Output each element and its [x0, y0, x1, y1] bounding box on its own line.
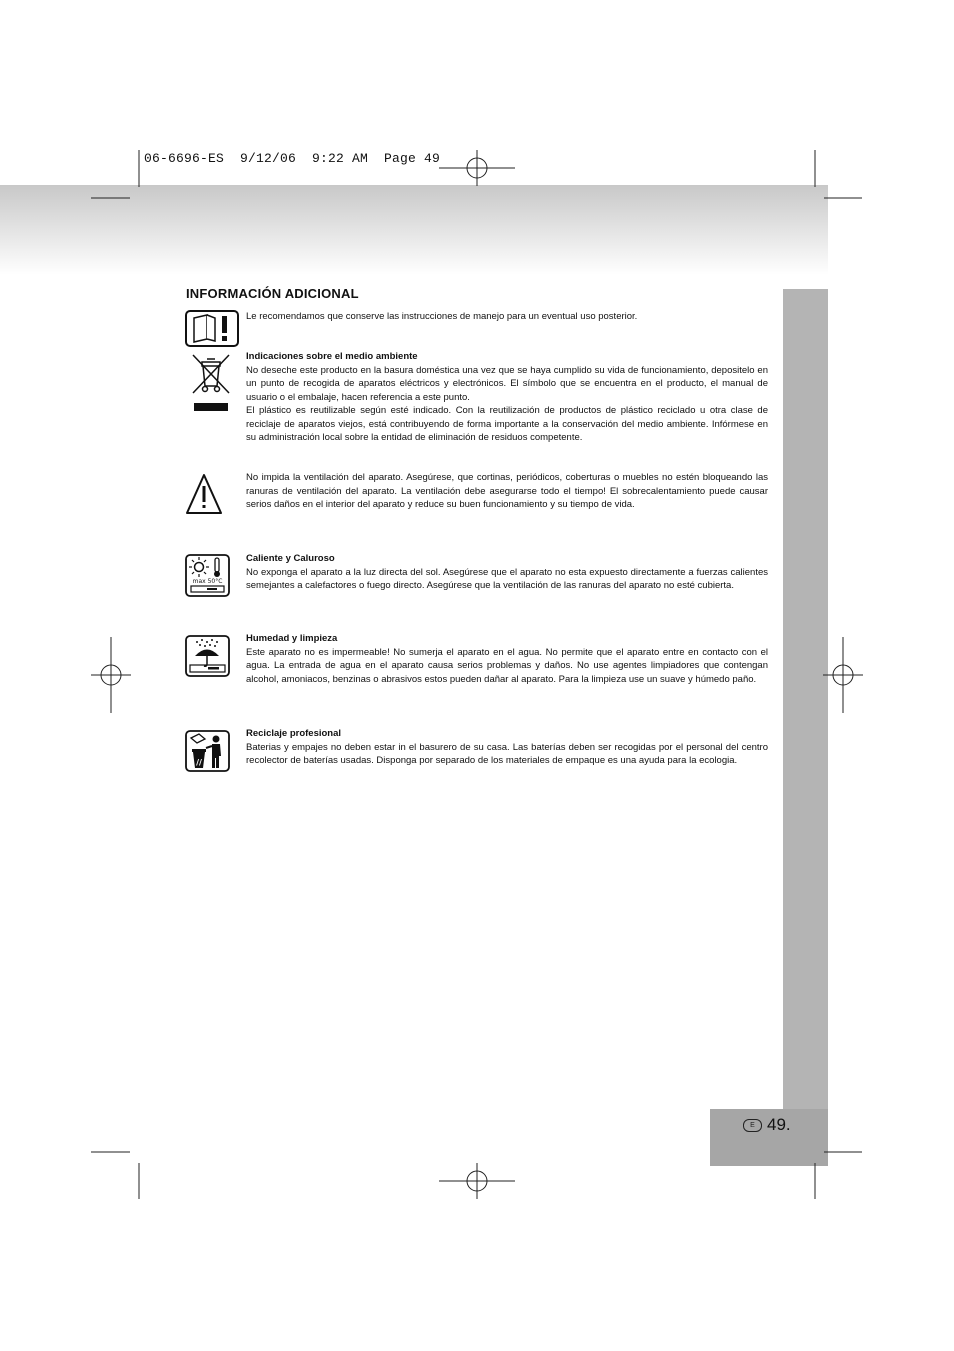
recycling-title: Reciclaje profesional: [246, 728, 342, 739]
section-title: INFORMACIÓN ADICIONAL: [186, 286, 359, 301]
recycling-section: [246, 727, 768, 768]
printer-slug: 06-6696-ES 9/12/06 9:22 AM Page 49: [144, 151, 441, 166]
humidity-section: [246, 632, 768, 686]
heat-title: Caliente y Caluroso: [246, 553, 335, 564]
warning-triangle-icon: [185, 473, 223, 515]
intro-text: Le recomendamos que conserve las instrucciones de manejo para un eventual uso posterior.: [246, 311, 638, 322]
page-number-text: 49.: [767, 1115, 791, 1134]
weee-bin-icon: [191, 353, 231, 413]
environment-title: Indicaciones sobre el medio ambiente: [246, 351, 418, 362]
heat-icon-label: max 50°C: [192, 578, 223, 585]
environment-paragraph-2: El plástico es reutilizable según esté indicado. Con la reutilización de productos de plástico reciclado u otra clase de reciclaje de aparatos viejos, está contribuyendo de forma importante a la conservación del medio ambiente. Infórmese en su administración local sobre la entidad de eliminación de residuos competente.: [246, 405, 768, 443]
ventilation-section: [246, 471, 768, 512]
humidity-text: Este aparato no es impermeable! No sumerja el aparato en el agua. No permite que el aparato entre en contacto con el agua. La entrada de agua en el aparato causa serios problemas y daños. No use agentes limpiadores que contengan alcohol, amoniacos, benzinas o abrasivos estos pueden dañar al aparato. Para la limpieza use un suave y húmedo paño.: [246, 646, 768, 685]
recycling-text: Baterias y empajes no deben estar in el basurero de su casa. Las baterías deben ser recogidas por el personal del centro recolector de baterías usadas. Disponga por separado de los materiales de empaque es una ayuda para la ecologia.: [246, 741, 768, 766]
intro-section: [246, 310, 768, 324]
recycling-icon: [185, 730, 230, 772]
environment-paragraph-1: No deseche este producto en la basura doméstica una vez que se haya cumplido su vida de funcionamiento, depositelo en un punto de recogida de aparatos eléctricos y electrónicos. El símbolo que se encuentra en el producto, el manual de usuario o el embalaje, hacen referencia a este punto.: [246, 364, 768, 403]
manual-warning-icon: [185, 310, 239, 347]
humidity-icon: [185, 635, 230, 677]
humidity-title: Humedad y limpieza: [246, 633, 338, 644]
environment-section: [246, 350, 768, 445]
heat-icon: [185, 554, 230, 597]
heat-text: No exponga el aparato a la luz directa del sol. Asegúrese que el aparato no esta expuesto directamente a fuerzas calientes semejantes a calefactores o fuego directo. Asegúrese que la ventilación de las ranuras del aparato no esté cubierta.: [246, 566, 768, 591]
language-badge: E: [743, 1119, 762, 1132]
heat-section: [246, 552, 768, 593]
svg-text://: //: [196, 758, 202, 767]
ventilation-text: No impida la ventilación del aparato. Asegúrese, que cortinas, periódicos, coberturas o muebles no estén bloqueando las ranuras de ventilación del aparato. La ventilación debe asegurarse todo el tiempo! El sobrecalentamiento puede causar serios daños en el interior del aparato y reduce su buen funcionamiento y su tiempo de vida.: [246, 472, 768, 510]
